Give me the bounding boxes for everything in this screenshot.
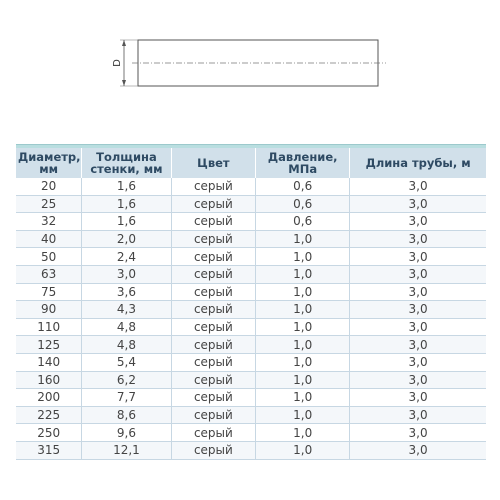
table-row (16, 213, 486, 231)
color-cell: серый (171, 406, 256, 424)
pipe-length-cell: 3,0 (350, 195, 486, 213)
table-row (16, 371, 486, 389)
pressure-cell: 0,6 (256, 195, 350, 213)
pressure-cell: 0,6 (256, 178, 350, 195)
table-row (16, 265, 486, 283)
pressure-cell: 1,0 (256, 406, 350, 424)
diameter-cell: 250 (16, 424, 82, 442)
table-row (16, 301, 486, 319)
pressure-header: Давление, МПа (256, 148, 350, 178)
table-header-row (16, 148, 486, 178)
diameter-header: Диаметр, мм (18, 150, 81, 176)
wall-thickness-cell: 8,6 (82, 406, 171, 424)
diameter-cell: 160 (16, 371, 82, 389)
diameter-cell: 200 (16, 389, 82, 407)
wall-thickness-cell: 9,6 (82, 424, 171, 442)
pressure-cell: 1,0 (256, 336, 350, 354)
table-row (16, 318, 486, 336)
pipe-length-cell: 3,0 (350, 318, 486, 336)
color-cell: серый (171, 301, 256, 319)
pressure-cell: 1,0 (256, 230, 350, 248)
pipe-length-cell: 3,0 (350, 424, 486, 442)
dimension-label: D (112, 59, 123, 67)
wall-thickness-cell: 4,8 (82, 318, 171, 336)
pressure-cell: 1,0 (256, 283, 350, 301)
color-cell: серый (171, 371, 256, 389)
wall-thickness-cell: 5,4 (82, 353, 171, 371)
table-row (16, 441, 486, 459)
wall-thickness-cell: 7,7 (82, 389, 171, 407)
table-header (16, 148, 486, 178)
pressure-cell: 1,0 (256, 265, 350, 283)
pressure-cell: 1,0 (256, 441, 350, 459)
pressure-cell: 0,6 (256, 213, 350, 231)
pipe-length-cell: 3,0 (350, 353, 486, 371)
color-cell: серый (171, 178, 256, 195)
pressure-cell: 1,0 (256, 318, 350, 336)
wall-thickness-cell: 3,6 (82, 283, 171, 301)
pressure-cell: 1,0 (256, 301, 350, 319)
pressure-cell: 1,0 (256, 371, 350, 389)
pipe-length-cell: 3,0 (350, 406, 486, 424)
wall-thickness-cell: 4,3 (82, 301, 171, 319)
wall-thickness-cell: 6,2 (82, 371, 171, 389)
dimension-arrow-top (122, 40, 126, 46)
color-header: Цвет (171, 148, 256, 178)
wall-thickness-cell: 1,6 (82, 195, 171, 213)
pipe-length-cell: 3,0 (350, 371, 486, 389)
color-cell: серый (171, 265, 256, 283)
color-cell: серый (171, 389, 256, 407)
diameter-cell: 90 (16, 301, 82, 319)
table-row (16, 178, 486, 195)
pipe-length-header: Длина трубы, м (350, 148, 486, 178)
color-cell: серый (171, 441, 256, 459)
pipe-length-cell: 3,0 (350, 178, 486, 195)
table-row (16, 195, 486, 213)
table-row (16, 353, 486, 371)
diameter-cell: 225 (16, 406, 82, 424)
diameter-cell: 315 (16, 441, 82, 459)
color-cell: серый (171, 230, 256, 248)
pipe-length-cell: 3,0 (350, 265, 486, 283)
table-row (16, 283, 486, 301)
color-cell: серый (171, 283, 256, 301)
table-row (16, 389, 486, 407)
color-cell: серый (171, 424, 256, 442)
pipe-length-cell: 3,0 (350, 230, 486, 248)
table-row (16, 406, 486, 424)
diameter-cell: 140 (16, 353, 82, 371)
pipe-length-cell: 3,0 (350, 248, 486, 266)
color-cell: серый (171, 195, 256, 213)
dimension-arrow-bottom (122, 80, 126, 86)
table-body (16, 178, 486, 459)
diameter-cell: 50 (16, 248, 82, 266)
table-row (16, 336, 486, 354)
table-row (16, 248, 486, 266)
table-row (16, 230, 486, 248)
color-cell: серый (171, 336, 256, 354)
wall-thickness-cell: 1,6 (82, 178, 171, 195)
pipe-length-cell: 3,0 (350, 336, 486, 354)
diameter-cell: 32 (16, 213, 82, 231)
pipe-length-cell: 3,0 (350, 213, 486, 231)
pressure-cell: 1,0 (256, 353, 350, 371)
wall-thickness-cell: 3,0 (82, 265, 171, 283)
pipe-length-cell: 3,0 (350, 389, 486, 407)
diameter-cell: 20 (16, 178, 82, 195)
diameter-cell: 40 (16, 230, 82, 248)
wall-thickness-header: Толщина стенки, мм (82, 148, 171, 178)
pressure-cell: 1,0 (256, 389, 350, 407)
spec-table-container (16, 144, 486, 460)
wall-thickness-cell: 2,4 (82, 248, 171, 266)
pipe-drawing (0, 0, 500, 140)
diameter-cell: 25 (16, 195, 82, 213)
diameter-cell: 75 (16, 283, 82, 301)
diameter-cell: 125 (16, 336, 82, 354)
diameter-cell: 63 (16, 265, 82, 283)
wall-thickness-cell: 4,8 (82, 336, 171, 354)
diameter-cell: 110 (16, 318, 82, 336)
color-cell: серый (171, 353, 256, 371)
wall-thickness-cell: 12,1 (82, 441, 171, 459)
table-row (16, 424, 486, 442)
color-cell: серый (171, 248, 256, 266)
color-cell: серый (171, 213, 256, 231)
pressure-cell: 1,0 (256, 248, 350, 266)
pipe-length-cell: 3,0 (350, 301, 486, 319)
pipe-spec-table (16, 148, 486, 460)
pipe-length-cell: 3,0 (350, 283, 486, 301)
wall-thickness-cell: 1,6 (82, 213, 171, 231)
pipe-length-cell: 3,0 (350, 441, 486, 459)
pressure-cell: 1,0 (256, 424, 350, 442)
wall-thickness-cell: 2,0 (82, 230, 171, 248)
color-cell: серый (171, 318, 256, 336)
